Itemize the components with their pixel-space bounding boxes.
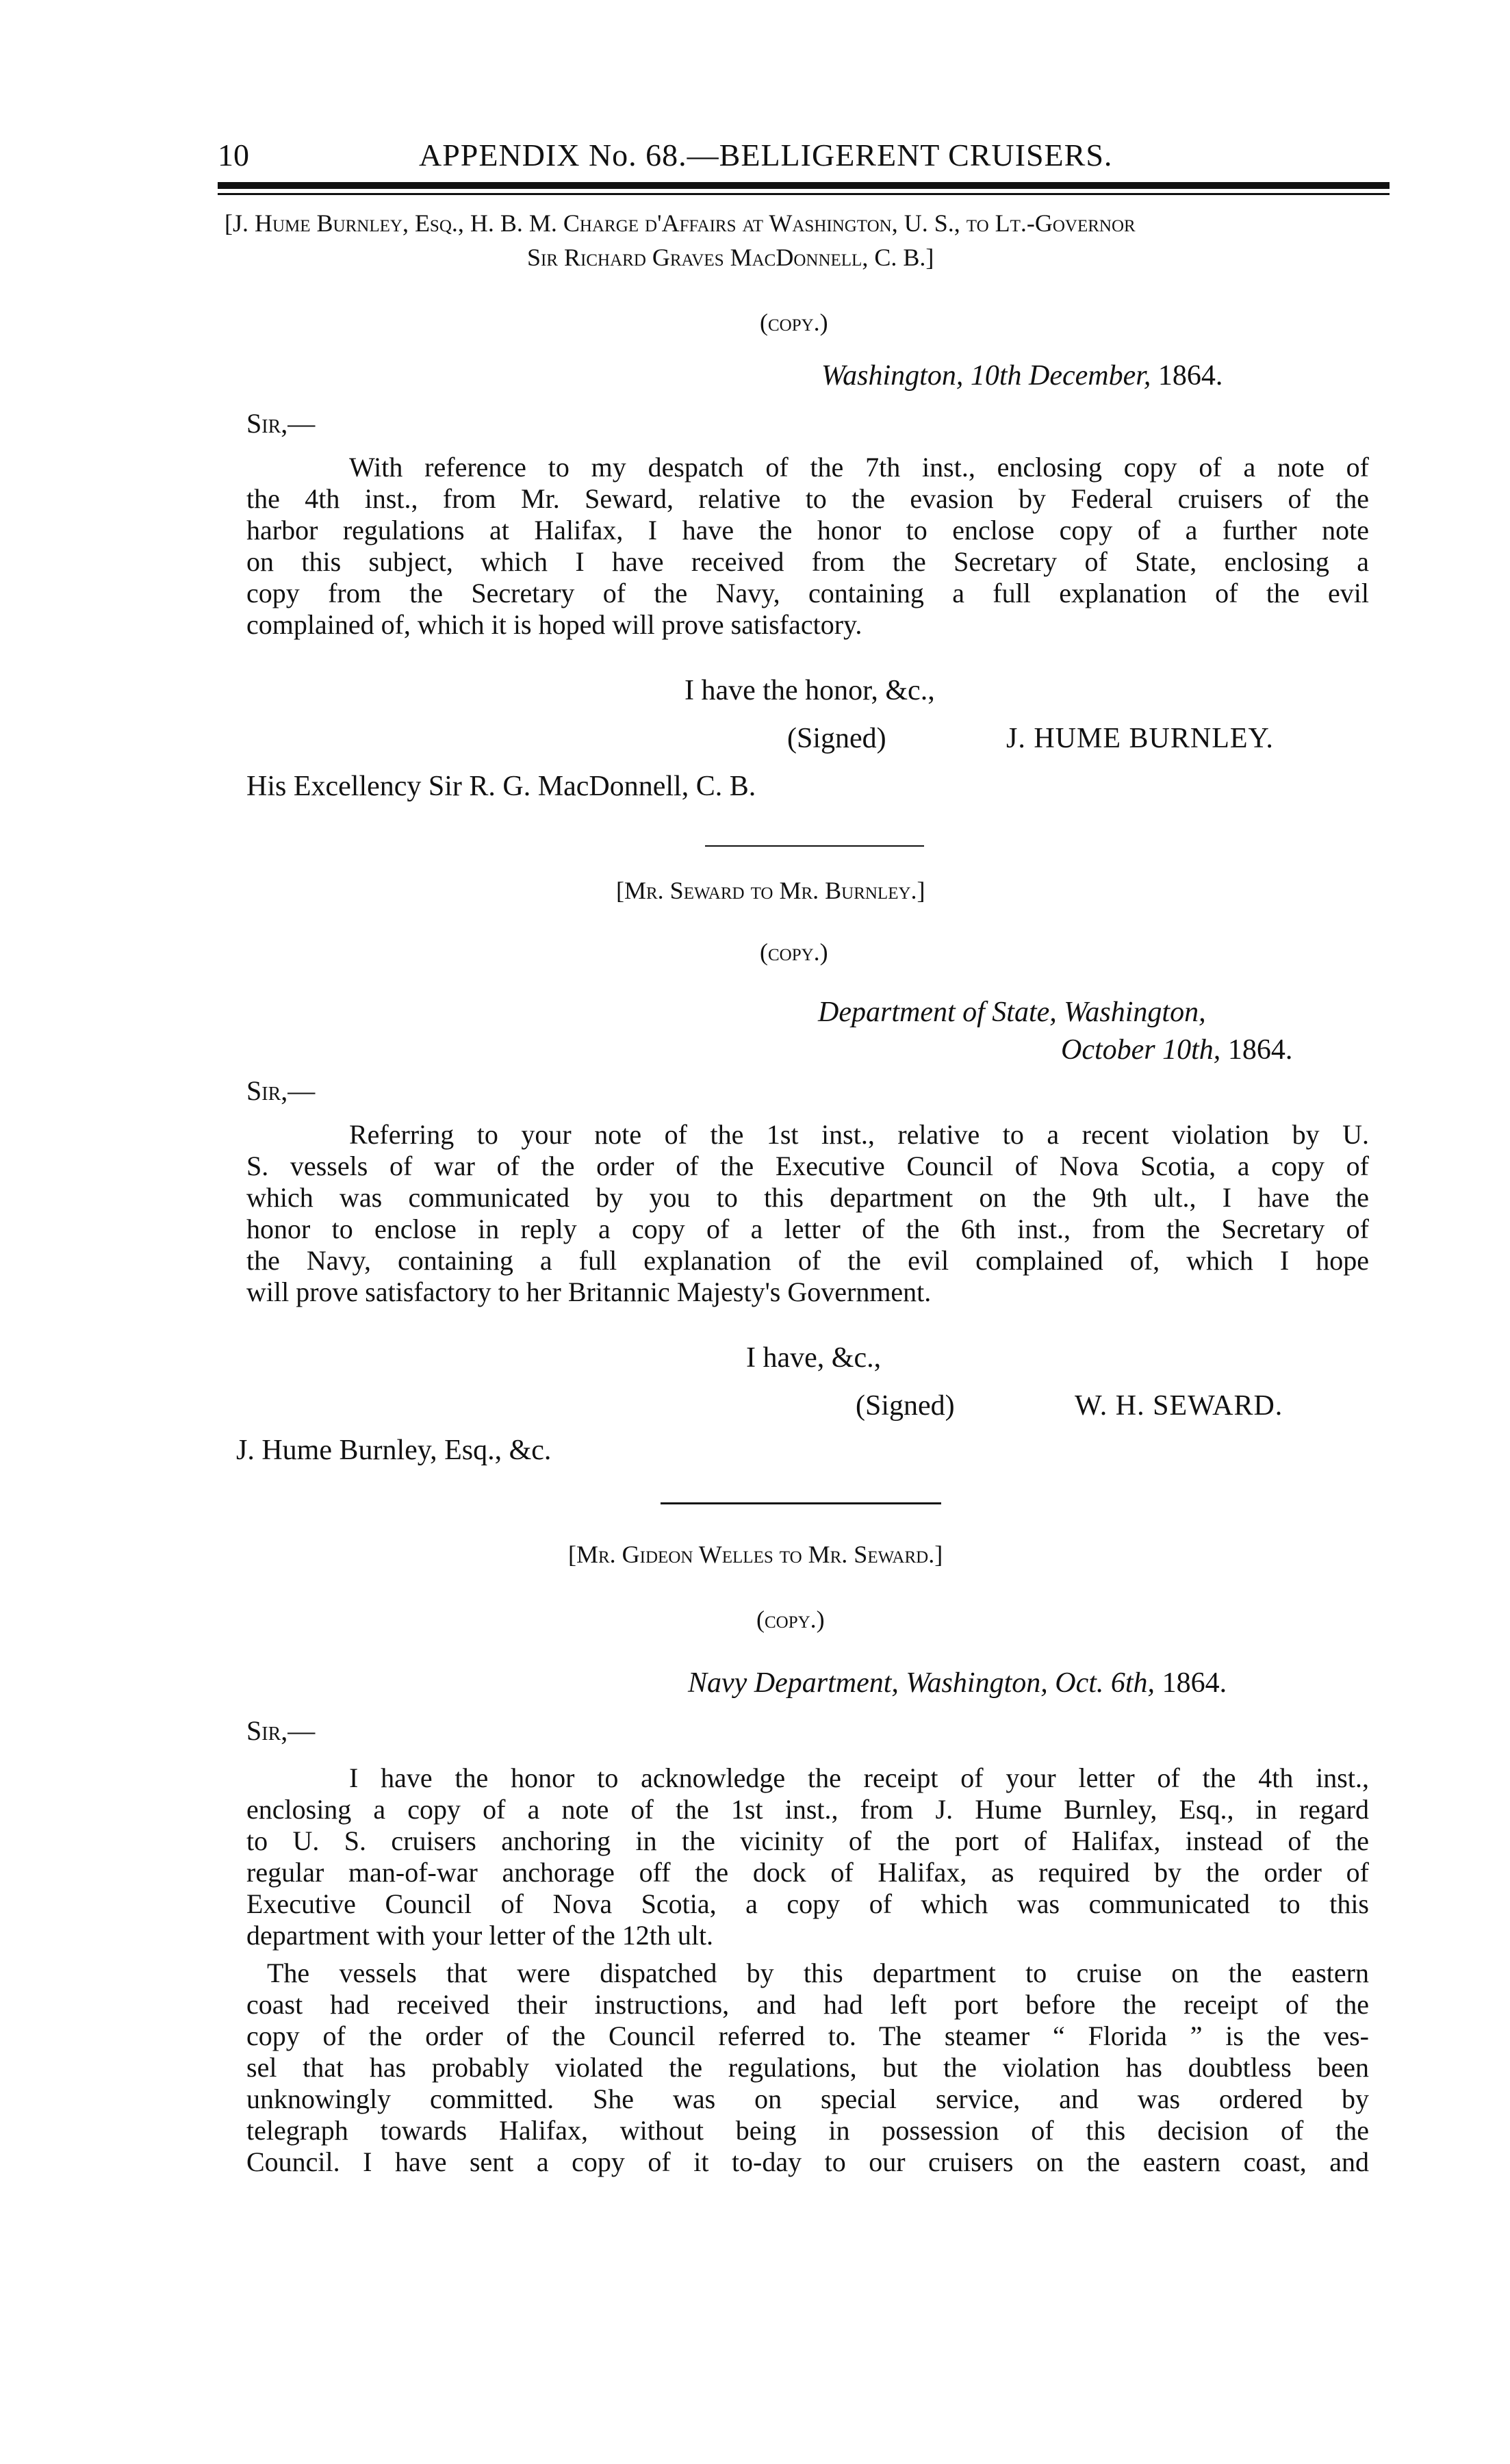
- letter3-caption: [Mr. Gideon Welles to Mr. Seward.]: [568, 1541, 943, 1568]
- page-number: 10: [218, 138, 249, 172]
- letter2-date-line1: Department of State, Washington,: [818, 997, 1206, 1028]
- letter2-body: Referring to your note of the 1st inst., relative to a recent violation by U. S. vessels of war of the order of the Executive Council of Nova Scotia, a copy of which was communicated by you to this department on the 9th ult., I have the honor to enclose in reply a copy of a letter of the 6th inst., from the Secretary of the Navy, containing a full explanation of the evil complained of, which I hope will prove satisfactory to her Britannic Majesty's Government.: [246, 1119, 1369, 1307]
- letter2-date-line2: October 10th, 1864.: [1061, 1034, 1293, 1066]
- letter2-closing: I have, &c.,: [746, 1342, 882, 1374]
- letter1-copy-label: (copy.): [760, 309, 828, 336]
- letter2-signed: (Signed): [856, 1390, 955, 1422]
- divider-2: [661, 1502, 941, 1504]
- header-rule-thick: [218, 182, 1390, 189]
- letter3-paragraph-1: I have the honor to acknowledge the receipt of your letter of the 4th inst., enclosing a copy of a note of the 1st inst., from J. Hume Burnley, Esq., in regard to U. S. cruisers anchoring in the vicinity of the port of Halifax, instead of the regular man-of-war anchorage off the dock of Halifax, as required by the order of Executive Council of Nova Scotia, a copy of which was communicated to this department with your letter of the 12th ult.: [246, 1762, 1369, 1951]
- letter2-copy-label: (copy.): [760, 938, 828, 966]
- letter2-addressee: J. Hume Burnley, Esq., &c.: [236, 1435, 552, 1466]
- letter1-addressee: His Excellency Sir R. G. MacDonnell, C. B.: [246, 771, 756, 802]
- letter1-body: With reference to my despatch of the 7th inst., enclosing copy of a note of the 4th inst., from Mr. Seward, relative to the evasion by Federal cruisers of the harbor regulations at Halifax, I have the honor to enclose copy of a further note on this subject, which I have received from the Secretary of State, enclosing a copy from the Secretary of the Navy, containing a full explanation of the evil complained of, which it is hoped will prove satisfactory.: [246, 452, 1369, 640]
- letter3-date: Navy Department, Washington, Oct. 6th, 1864.: [688, 1667, 1227, 1699]
- letter1-caption-line1: [J. Hume Burnley, Esq., H. B. M. Charge d'Affairs at Washington, U. S., to Lt.-Governor: [225, 209, 1136, 237]
- letter1-salutation: Sir,—: [246, 408, 316, 439]
- header-rule-thin: [218, 193, 1390, 195]
- letter1-signed: (Signed): [787, 723, 886, 754]
- letter2-salutation: Sir,—: [246, 1075, 316, 1106]
- letter1-signer: J. HUME BURNLEY.: [1006, 723, 1274, 754]
- letter3-paragraph-2: The vessels that were dispatched by this department to cruise on the eastern coast had received their instructions, and had left port before the receipt of the copy of the order of the Council referred to. The steamer “ Florida ” is the ves- sel that has probably violated the regulations, but the violation has doubtless been unknowingly committed. She was on special service, and was ordered by telegraph towards Halifax, without being in possession of this decision of the Council. I have sent a copy of it to-day to our cruisers on the eastern coast, and: [246, 1958, 1369, 2177]
- letter1-caption-line2: Sir Richard Graves MacDonnell, C. B.]: [527, 244, 934, 271]
- letter2-signer: W. H. SEWARD.: [1075, 1390, 1283, 1422]
- letter2-caption: [Mr. Seward to Mr. Burnley.]: [616, 877, 925, 904]
- letter1-date: Washington, 10th December, 1864.: [821, 360, 1223, 392]
- letter1-closing: I have the honor, &c.,: [684, 675, 935, 706]
- running-title: APPENDIX No. 68.—BELLIGERENT CRUISERS.: [419, 138, 1113, 172]
- divider-1: [705, 845, 924, 847]
- letter3-copy-label: (copy.): [756, 1606, 825, 1633]
- letter3-salutation: Sir,—: [246, 1715, 316, 1746]
